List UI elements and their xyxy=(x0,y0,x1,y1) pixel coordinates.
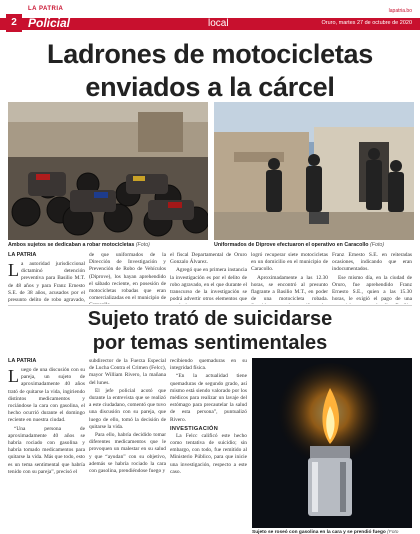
drop-cap: L xyxy=(8,366,19,386)
story2-paragraph: “Una persona de aproximadamente 40 años se habría rociado con gasolina y habría tomado medicamentos para quitarse la vida. Más que todo, esto es un tema sentimental que habría tenido con su pareja”, precisó el xyxy=(8,425,85,475)
story1-paragraph: Aproximadamente a las 12.30 horas, se encontró al presunto flagrante a Basilio M.T., en poder de una motocicleta robada. xyxy=(251,274,328,303)
section-name: local xyxy=(208,18,229,29)
story1-headline-line2: enviados a la cárcel xyxy=(85,72,335,102)
story1-column-2 xyxy=(89,252,166,304)
section-brand: Policial xyxy=(28,16,71,30)
story1-photo2-caption xyxy=(214,242,420,248)
story1-paragraph: Ese mismo día, en la ciudad de Oruro, fue aprehendido Franz Ernesto S.E., quien a las 15.30 horas, le exigió el pago de una xyxy=(332,274,412,303)
masthead-label: LA PATRIA xyxy=(28,6,64,12)
story2-paragraph: Para ello, habría decidido tomar diferentes medicamentos que le provoquen un malestar en su salud y que “ayudan” con su objetivo, además se habría rociado la cara con gasolina, prendiéndose fuego y xyxy=(89,432,166,475)
caption-text: Uniformados de Diprove efectuaron el operativo en Caracollo xyxy=(214,242,369,248)
story2-subhead: INVESTIGACIÓN xyxy=(170,425,219,432)
edition-tag: lapatria.bo xyxy=(388,8,412,14)
page-number: 2 xyxy=(6,14,22,32)
issue-date: Oruro, martes 27 de octubre de 2020 xyxy=(321,20,412,26)
story2-photo-caption xyxy=(252,530,417,534)
story1-paragraph: de que uniformados de la Dirección de Investigación y Prevención de Robo de Vehículos (Diprove), los hayan aprehendido el sábado reciente, en posesión de motocicletas robadas que eran comercializadas en el municipio de xyxy=(89,252,166,302)
story1-headline-line1: Ladrones de motocicletas xyxy=(47,39,373,69)
page-header xyxy=(0,0,420,34)
drop-cap: L xyxy=(8,260,19,280)
story1-photo-motorcycles xyxy=(8,102,208,240)
story2-column-1 xyxy=(8,358,85,534)
caption-credit: (Foto) xyxy=(135,242,150,248)
story1-column-5 xyxy=(332,252,412,304)
story1-paragraph: La autoridad jurisdiccional dictaminó detención preventiva para Basilio M.T. de 48 años y para Franz Ernesto S.E. de 38 años, acusados por el presunto delito de robo agravado, xyxy=(8,260,85,304)
story-divider xyxy=(8,305,412,306)
story1-column-4 xyxy=(251,252,328,304)
story2-headline xyxy=(0,307,420,355)
story1-column-3 xyxy=(170,252,247,304)
story1-headline xyxy=(0,38,420,104)
story2-paragraph: subdirector de la Fuerza Especial de Lucha Contra el Crimen (Felcc), mayor William Rivero, la mañana del lunes. xyxy=(89,358,166,386)
motorcycles-photo-image xyxy=(8,102,208,240)
officers-photo-image xyxy=(214,102,414,240)
story2-byline: LA PATRIA xyxy=(8,358,37,364)
story2-paragraph: Luego de una discusión con su pareja, un sujeto de aproximadamente 40 años trató de quitarse la vida, ingiriendo distintos medicamentos y rociándose la cara con gasolina, el hecho ocurrió durante el domingo reciente en nuestra ciudad. xyxy=(8,366,85,424)
story2-paragraph: La Felcc calificó este hecho como tentativa de suicidio; sin embargo, con todo, fue remitido al Ministerio Público, para que inicie una investigación, respecto a este caso. xyxy=(170,432,247,475)
story1-paragraph: logró recuperar siete motocicletas en un domicilio en el municipio de Caracollo. xyxy=(251,252,328,273)
story2-column-2 xyxy=(89,358,166,534)
story2-photo-lighter xyxy=(252,358,412,528)
story1-column-1 xyxy=(8,252,85,304)
caption-credit: (Foto) xyxy=(370,242,385,248)
caption-text: Ambos sujetos se dedicaban a robar motocicletas xyxy=(8,242,135,248)
caption-text: Sujeto se roseó con gasolina en la cara y se prendió fuego xyxy=(252,530,386,534)
story1-paragraph: Agregó que en primera instancia la investigación es por el delito de robo agravado, en el que durante el transcurso de la investigación se podrá advertir otros elementos que xyxy=(170,267,247,303)
story1-photo-officers xyxy=(214,102,414,240)
story1-paragraph: Franz Ernesto S.E. en reiteradas ocasiones, indicando que eran indocumentados. xyxy=(332,252,412,273)
story1-photo1-caption xyxy=(8,242,208,248)
story2-paragraph: recibiendo quemaduras en su integridad física. xyxy=(170,358,247,372)
caption-credit: (Foto xyxy=(387,530,399,534)
story2-paragraph: El jefe policial acotó que durante la entrevista que se realizó a este ciudadano, comentó que tuvo una discusión con su pareja, que luego de ello, tomó la decisión de quitarse la vida. xyxy=(89,387,166,430)
story1-byline: LA PATRIA xyxy=(8,252,37,258)
story2-headline-line1: Sujeto trató de suicidarse xyxy=(87,308,333,330)
story1-paragraph: el fiscal Departamental de Oruro Gonzalo Álvarez. xyxy=(170,252,247,266)
story2-headline-line2: por temas sentimentales xyxy=(92,332,328,354)
story2-column-3 xyxy=(170,358,247,534)
story2-paragraph: “En la actualidad tiene quemaduras de segundo grado, así mismo está siendo valorado por los médicos para realizar un lavaje del estómago para precautelar la salud de esta persona”, puntualizó Rivero. xyxy=(170,373,247,423)
lighter-photo-image xyxy=(252,358,412,528)
